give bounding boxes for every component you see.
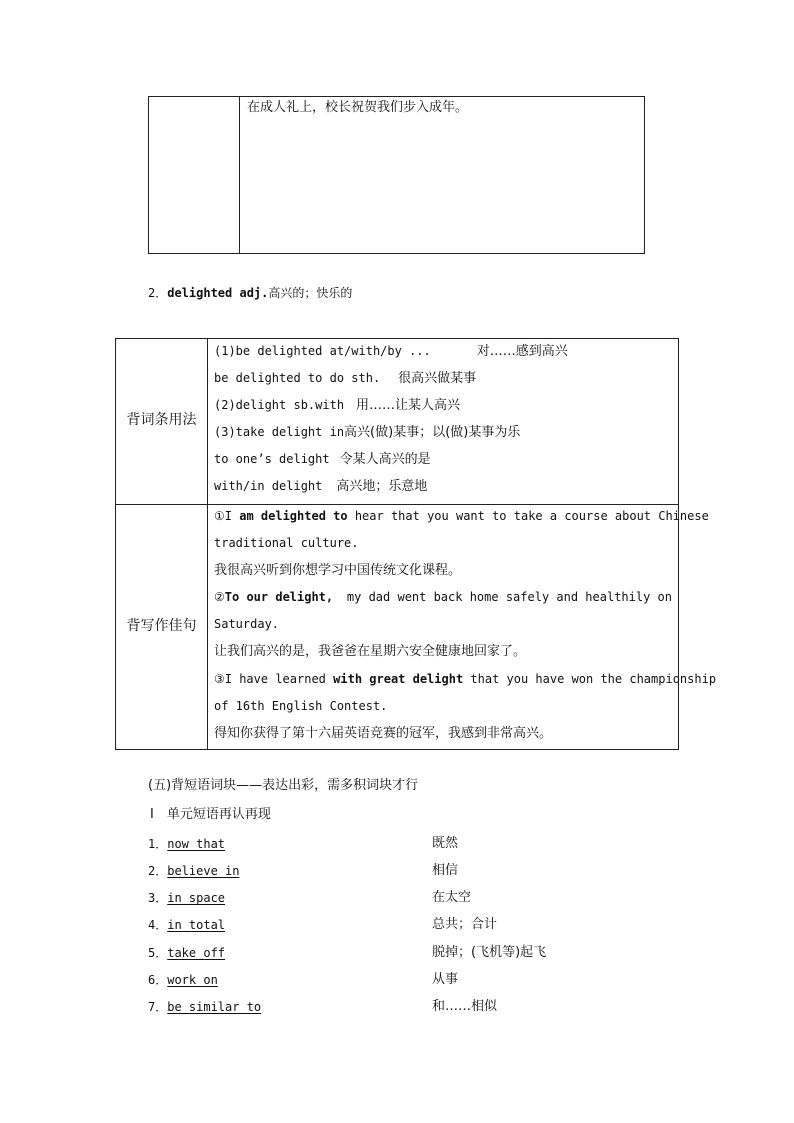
phrase-item: 7．be similar to	[148, 1000, 262, 1014]
usage-line: (2)delight sb.with 用……让某人高兴	[214, 398, 461, 413]
example-translation-2: 让我们高兴的是，我爸爸在星期六安全健康地回家了。	[214, 644, 527, 659]
table-column-divider	[239, 97, 240, 253]
phrase-item: 1．now that	[148, 837, 226, 851]
table-continued	[148, 96, 645, 254]
example-sentence-3: ③I have learned with great delight that you have won the championship	[214, 672, 717, 686]
example-sentence-2-cont: Saturday.	[214, 617, 280, 631]
phrase-item: 2．believe in	[148, 864, 240, 878]
label-usage: 背词条用法	[126, 412, 197, 428]
section-title: (五)背短语词块——表达出彩，需多积词块才行	[148, 778, 419, 793]
example-translation-1: 我很高兴听到你想学习中国传统文化课程。	[214, 563, 462, 578]
table-row-divider	[116, 504, 678, 505]
example-sentence-1-cont: traditional culture.	[214, 536, 359, 550]
phrase-meaning: 和……相似	[432, 999, 498, 1014]
phrase-meaning: 相信	[432, 863, 459, 878]
phrase-item: 3．in space	[148, 891, 226, 905]
phrase-item: 6．work on	[148, 973, 218, 987]
usage-line: (1)be delighted at/with/by ... 对……感到高兴	[214, 344, 568, 359]
usage-line: be delighted to do sth. 很高兴做某事	[214, 371, 477, 386]
label-sentences: 背写作佳句	[126, 618, 197, 634]
example-sentence-2: ②To our delight, my dad went back home safely and healthily on	[214, 590, 672, 604]
table-column-divider	[207, 339, 208, 749]
phrase-meaning: 从事	[432, 972, 459, 987]
usage-line: (3)take delight in高兴(做)某事；以(做)某事为乐	[214, 425, 521, 440]
section-subtitle: Ⅰ 单元短语再认再现	[150, 807, 271, 822]
heading-word: delighted adj.	[167, 286, 269, 300]
vocab-heading-delighted	[148, 284, 352, 302]
usage-line: with/in delight 高兴地；乐意地	[214, 479, 428, 494]
phrase-item: 5．take off	[148, 946, 226, 960]
example-sentence-1: ①I am delighted to hear that you want to take a course about Chinese	[214, 509, 709, 523]
usage-line: to one’s delight 令某人高兴的是	[214, 452, 431, 467]
phrase-meaning: 脱掉；(飞机等)起飞	[432, 945, 547, 960]
phrase-meaning: 既然	[432, 836, 459, 851]
phrase-meaning: 总共；合计	[432, 917, 498, 932]
heading-number: 2．	[148, 286, 168, 300]
heading-meaning: 高兴的；快乐的	[268, 286, 353, 300]
table-cell-sentence: 在成人礼上，校长祝贺我们步入成年。	[247, 100, 469, 115]
example-sentence-3-cont: of 16th English Contest.	[214, 699, 388, 713]
phrase-meaning: 在太空	[432, 890, 472, 905]
example-translation-3: 得知你获得了第十六届英语竞赛的冠军，我感到非常高兴。	[214, 726, 553, 741]
vocab-table-delighted	[115, 338, 717, 750]
phrase-item: 4．in total	[148, 918, 226, 932]
